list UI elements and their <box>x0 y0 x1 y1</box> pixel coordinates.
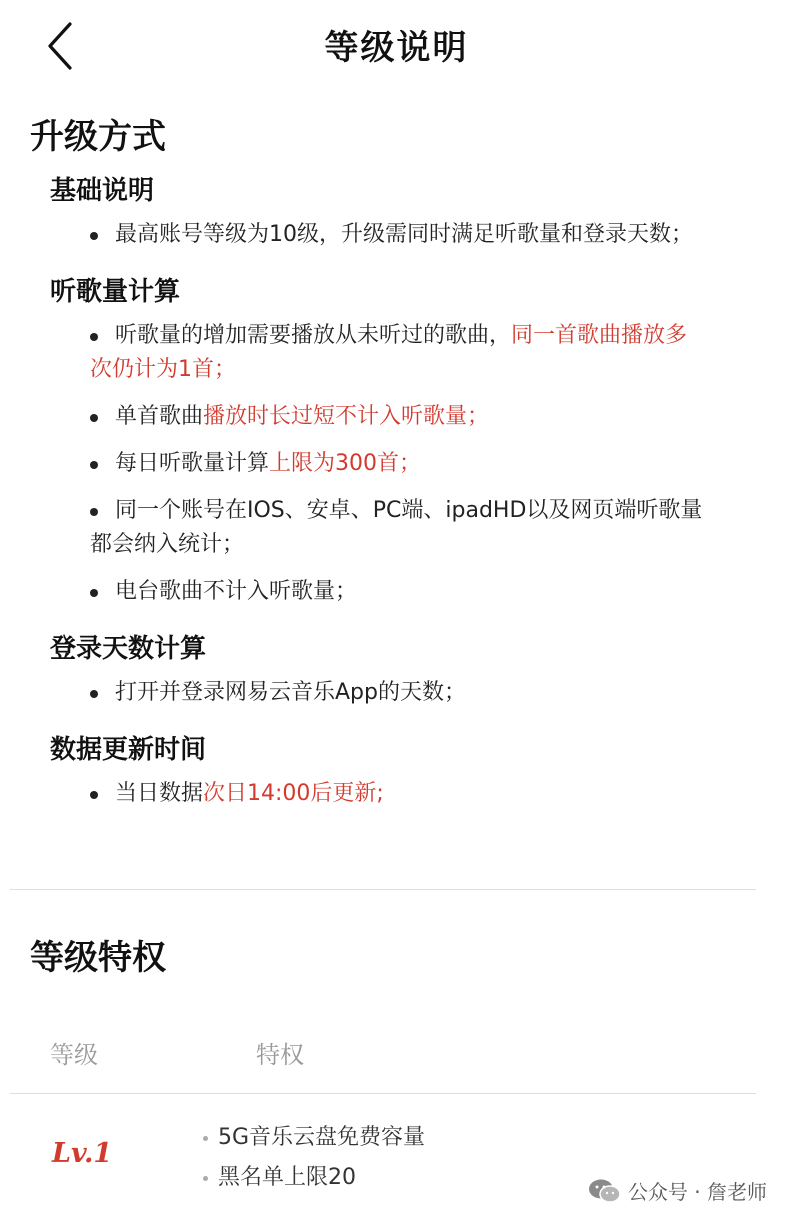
list-item: 同一个账号在IOS、安卓、PC端、ipadHD以及网页端听歌量都会纳入统计； <box>90 494 709 562</box>
page-title: 等级说明 <box>324 28 469 68</box>
list-item: 黑名单上限20 <box>200 1158 425 1198</box>
level-badge: Lv.1 <box>52 1138 113 1169</box>
highlight-text: 次日14:00后更新; <box>203 781 384 806</box>
watermark <box>588 1176 767 1205</box>
group-title-update: 数据更新时间 <box>50 735 207 765</box>
list-item: 单首歌曲播放时长过短不计入听歌量； <box>90 400 709 434</box>
highlight-text: 播放时长过短不计入听歌量； <box>203 404 490 429</box>
group-title-login: 登录天数计算 <box>50 634 207 664</box>
privilege-list <box>200 1118 425 1198</box>
divider <box>10 889 756 890</box>
column-header-level: 等级 <box>50 1041 98 1069</box>
list-item: 电台歌曲不计入听歌量； <box>90 575 709 609</box>
group-title-basic: 基础说明 <box>50 176 155 206</box>
bullet-list-update <box>0 777 793 811</box>
list-item: 听歌量的增加需要播放从未听过的歌曲，同一首歌曲播放多次仍计为1首； <box>90 319 709 387</box>
header <box>0 0 793 90</box>
list-item: 每日听歌量计算上限为300首； <box>90 447 709 481</box>
section-title-upgrade: 升级方式 <box>30 117 166 157</box>
wechat-icon <box>588 1178 622 1204</box>
list-item: 当日数据次日14:00后更新; <box>90 777 709 811</box>
upgrade-section <box>0 110 793 824</box>
highlight-text: 上限为300首； <box>269 451 422 476</box>
column-header-privilege: 特权 <box>256 1041 304 1069</box>
group-title-listen: 听歌量计算 <box>50 277 181 307</box>
bullet-list-basic <box>0 218 793 252</box>
bullet-list-listen <box>0 319 793 609</box>
divider <box>10 1093 756 1094</box>
watermark-text: 公众号 · 詹老师 <box>627 1180 767 1204</box>
section-title-privileges: 等级特权 <box>30 938 166 978</box>
list-item: 最高账号等级为10级，升级需同时满足听歌量和登录天数； <box>90 218 709 252</box>
list-item: 5G音乐云盘免费容量 <box>200 1118 425 1158</box>
list-item: 打开并登录网易云音乐App的天数； <box>90 676 709 710</box>
highlight-text: 同一首歌曲播放多次仍计为1首； <box>90 323 688 382</box>
bullet-list-login <box>0 676 793 710</box>
